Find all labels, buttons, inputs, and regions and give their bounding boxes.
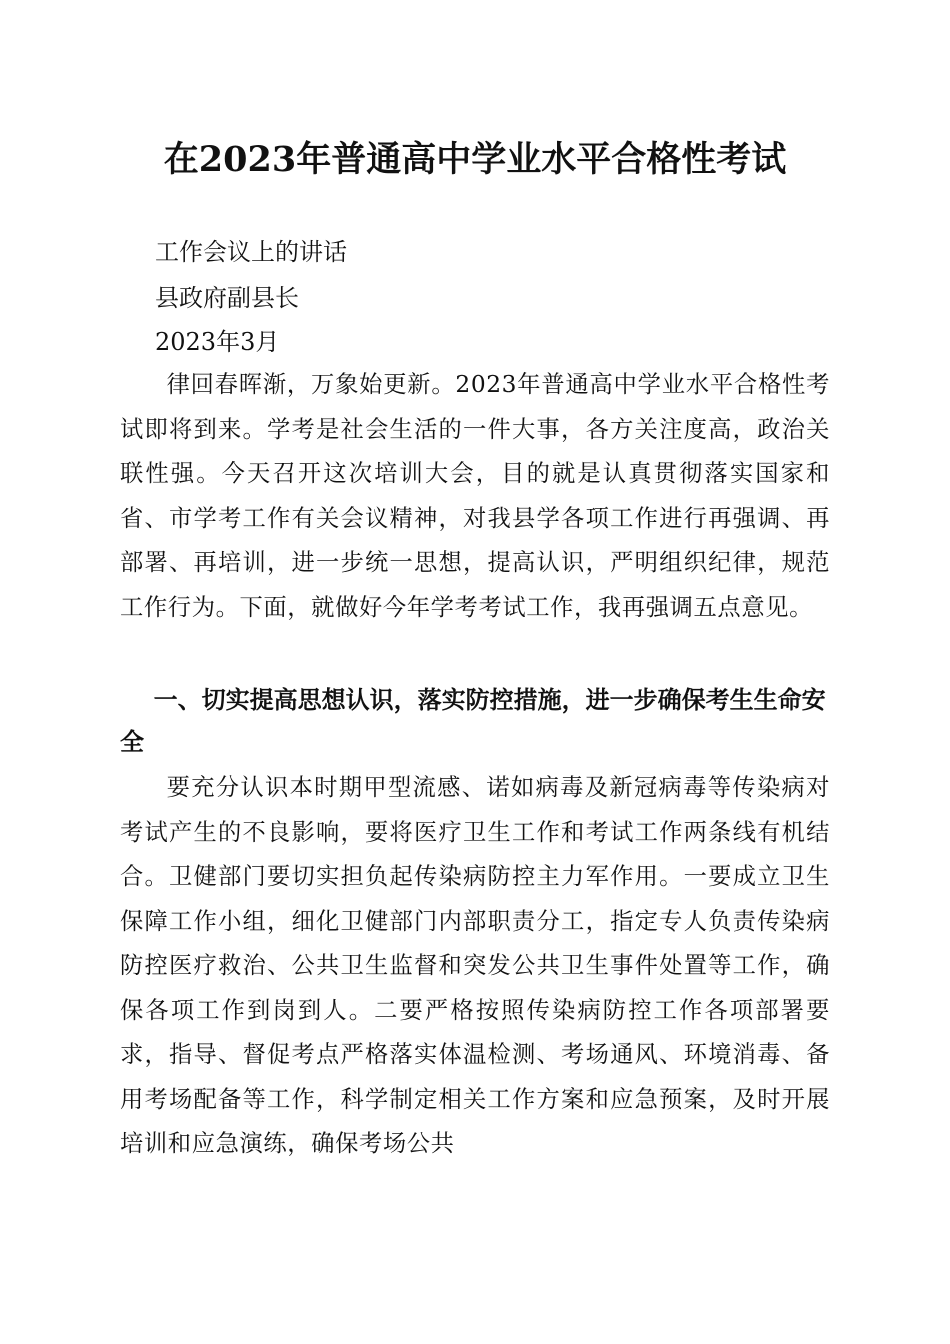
document-subtitle: 工作会议上的讲话 (155, 238, 347, 266)
date-line: 2023年3月 (155, 328, 280, 356)
intro-paragraph: 律回春晖渐，万象始更新。2023年普通高中学业水平合格性考试即将到来。学考是社会生活的一件大事，各方关注度高，政治关联性强。今天召开这次培训大会，目的就是认真贯彻落实国家和省、市学考工作有关会议精神，对我县学各项工作进行再强调、再部署、再培训，进一步统一思想，提高认识，严明组织纪律，规范工作行为。下面，就做好今年学考考试工作，我再强调五点意见。 (120, 371, 830, 621)
speaker-line: 县政府副县长 (155, 284, 299, 312)
section-paragraph: 要充分认识本时期甲型流感、诺如病毒及新冠病毒等传染病对考试产生的不良影响，要将医疗卫生工作和考试工作两条线有机结合。卫健部门要切实担负起传染病防控主力军作用。一要成立卫生保障工作小组，细化卫健部门内部职责分工，指定专人负责传染病防控医疗救治、公共卫生监督和突发公共卫生事件处置等工作，确保各项工作到岗到人。二要严格按照传染病防控工作各项部署要求，指导、督促考点严格落实体温检测、考场通风、环境消毒、备用考场配备等工作，科学制定相关工作方案和应急预案，及时开展培训和应急演练，确保考场公共 (120, 774, 830, 1157)
document-title: 在2023年普通高中学业水平合格性考试 (163, 139, 787, 180)
section-heading: 一、切实提高思想认识，落实防控措施，进一步确保考生生命安全 (120, 686, 826, 756)
